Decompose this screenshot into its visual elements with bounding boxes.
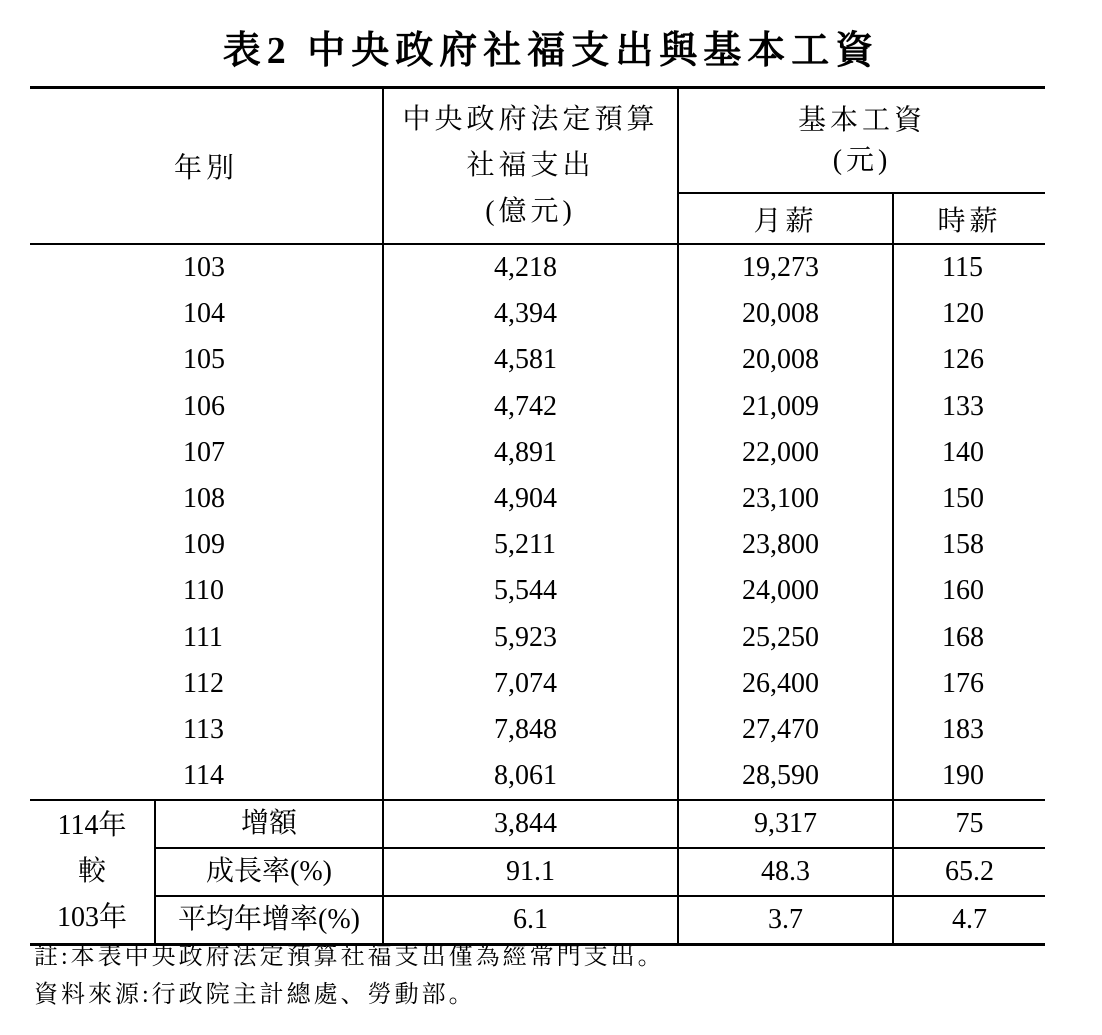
table-row	[30, 244, 1045, 291]
table-row	[30, 476, 1045, 522]
comparison-row	[30, 848, 1045, 896]
monthly-cell: 3.7	[678, 896, 893, 945]
budget-cell: 4,891	[383, 430, 678, 476]
monthly-cell: 26,400	[678, 661, 893, 707]
budget-cell: 6.1	[383, 896, 678, 945]
budget-header-line2: 社福支出	[466, 150, 595, 181]
budget-cell: 4,218	[383, 244, 678, 291]
comparison-row	[30, 896, 1045, 945]
data-source: 資料來源:行政院主計總處、勞動部。	[34, 982, 476, 1008]
header-row-1	[30, 88, 1045, 194]
budget-cell: 4,581	[383, 337, 678, 383]
year-cell: 103	[30, 244, 383, 291]
monthly-cell: 20,008	[678, 291, 893, 337]
budget-header-line1: 中央政府法定預算	[402, 104, 659, 135]
budget-cell: 5,544	[383, 568, 678, 614]
year-cell: 111	[183, 621, 223, 653]
year-cell: 112	[183, 667, 224, 699]
hourly-cell: 120	[893, 291, 1045, 337]
monthly-header: 月薪	[678, 193, 893, 244]
monthly-cell: 24,000	[678, 568, 893, 614]
year-cell: 110	[183, 575, 224, 607]
budget-cell: 4,904	[383, 476, 678, 522]
hourly-cell: 75	[893, 800, 1045, 848]
monthly-cell: 23,800	[678, 522, 893, 568]
wage-header-unit: (元)	[832, 144, 892, 176]
budget-cell: 5,923	[383, 615, 678, 661]
year-cell: 109	[183, 529, 225, 561]
budget-header-unit: (億元)	[485, 196, 576, 227]
table-row	[30, 430, 1045, 476]
hourly-cell: 160	[893, 568, 1045, 614]
hourly-cell: 115	[893, 244, 1045, 291]
monthly-cell: 23,100	[678, 476, 893, 522]
hourly-cell: 183	[893, 707, 1045, 753]
hourly-cell: 140	[893, 430, 1045, 476]
metric-cell: 成長率(%)	[155, 848, 383, 896]
table-row	[30, 615, 1045, 661]
year-cell: 106	[183, 390, 225, 422]
metric-cell: 平均年增率(%)	[155, 896, 383, 945]
comparison-label-line1: 114年	[57, 810, 127, 842]
wage-welfare-table	[30, 86, 1045, 946]
table-row	[30, 707, 1045, 753]
budget-cell: 8,061	[383, 753, 678, 800]
hourly-header: 時薪	[893, 193, 1045, 244]
hourly-cell: 190	[893, 753, 1045, 800]
table-row	[30, 661, 1045, 707]
year-cell: 105	[183, 344, 225, 376]
table-note: 註:本表中央政府法定預算社福支出僅為經常門支出。	[34, 944, 665, 970]
monthly-cell: 21,009	[678, 384, 893, 430]
table-row	[30, 337, 1045, 383]
monthly-cell: 48.3	[678, 848, 893, 896]
monthly-cell: 27,470	[678, 707, 893, 753]
monthly-cell: 20,008	[678, 337, 893, 383]
monthly-cell: 19,273	[678, 244, 893, 291]
hourly-cell: 176	[893, 661, 1045, 707]
table-row	[30, 522, 1045, 568]
monthly-cell: 9,317	[678, 800, 893, 848]
table-row	[30, 291, 1045, 337]
metric-cell: 增額	[155, 800, 383, 848]
wage-header	[678, 88, 1045, 194]
monthly-cell: 28,590	[678, 753, 893, 800]
table-row	[30, 753, 1045, 800]
year-cell: 104	[183, 298, 225, 330]
monthly-cell: 25,250	[678, 615, 893, 661]
budget-header	[383, 88, 678, 245]
budget-cell: 7,848	[383, 707, 678, 753]
comparison-label	[30, 800, 155, 945]
hourly-cell: 158	[893, 522, 1045, 568]
year-cell: 107	[183, 436, 225, 468]
year-header: 年別	[30, 88, 383, 245]
budget-cell: 4,742	[383, 384, 678, 430]
table-row	[30, 568, 1045, 614]
budget-cell: 3,844	[383, 800, 678, 848]
comparison-label-line2: 較	[77, 856, 106, 888]
monthly-cell: 22,000	[678, 430, 893, 476]
table-title: 表2 中央政府社福支出與基本工資	[222, 30, 880, 72]
hourly-cell: 126	[893, 337, 1045, 383]
year-cell: 113	[183, 713, 224, 745]
year-cell: 114	[183, 760, 224, 792]
wage-header-label: 基本工資	[798, 104, 927, 136]
hourly-cell: 133	[893, 384, 1045, 430]
hourly-cell: 168	[893, 615, 1045, 661]
budget-cell: 4,394	[383, 291, 678, 337]
budget-cell: 91.1	[383, 848, 678, 896]
comparison-label-line3: 103年	[56, 902, 127, 934]
year-cell: 108	[183, 483, 225, 515]
hourly-cell: 65.2	[893, 848, 1045, 896]
budget-cell: 5,211	[383, 522, 678, 568]
hourly-cell: 150	[893, 476, 1045, 522]
comparison-row	[30, 800, 1045, 848]
budget-cell: 7,074	[383, 661, 678, 707]
table-row	[30, 384, 1045, 430]
hourly-cell: 4.7	[893, 896, 1045, 945]
